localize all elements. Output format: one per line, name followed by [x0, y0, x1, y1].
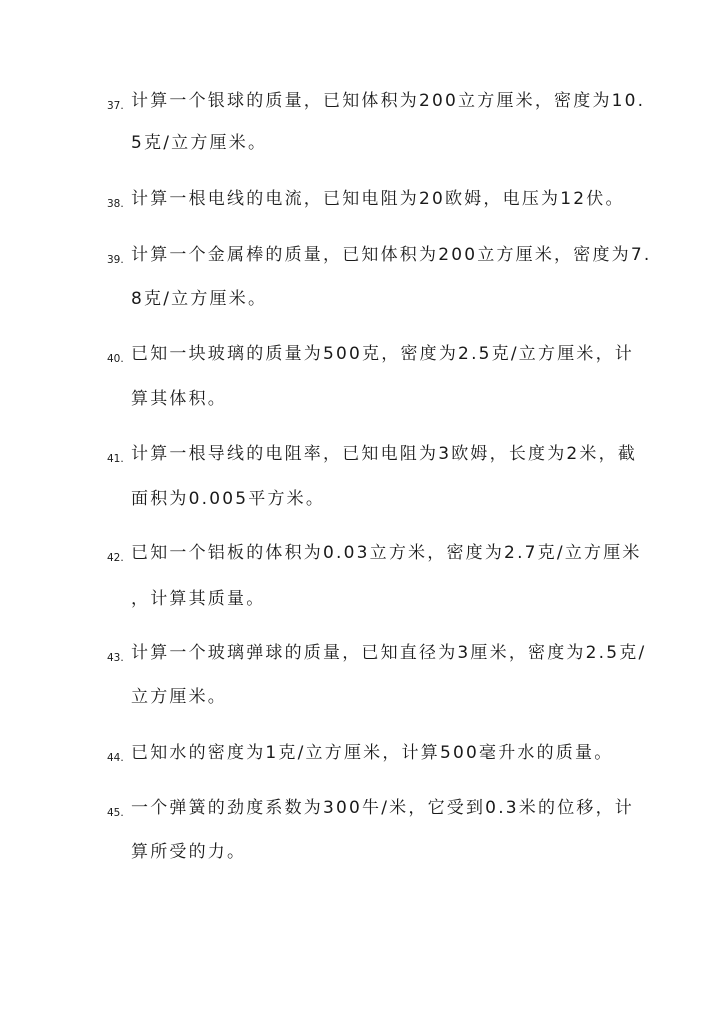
- problem-number: 37.: [107, 100, 124, 112]
- problem-number: 38.: [107, 198, 124, 210]
- problem-text: 已知水的密度为1克/立方厘米，计算500毫升水的质量。: [131, 743, 614, 763]
- problem-text: 算其体积。: [131, 389, 227, 409]
- problem-text: 已知一块玻璃的质量为500克，密度为2.5克/立方厘米，计: [131, 344, 635, 364]
- problem-text: 算所受的力。: [131, 842, 247, 862]
- problem-number: 41.: [107, 453, 124, 465]
- problem-number: 39.: [107, 254, 124, 266]
- problem-text: 计算一个金属棒的质量，已知体积为200立方厘米，密度为7.: [131, 245, 652, 265]
- problem-number: 43.: [107, 652, 124, 664]
- problem-text: 计算一个玻璃弹球的质量，已知直径为3厘米，密度为2.5克/: [131, 643, 647, 663]
- problem-text: 计算一根电线的电流，已知电阻为20欧姆，电压为12伏。: [131, 189, 625, 209]
- problem-text: 8克/立方厘米。: [131, 289, 268, 309]
- problem-text: 立方厘米。: [131, 687, 227, 707]
- problem-text: 5克/立方厘米。: [131, 133, 268, 153]
- problem-text: 已知一个铝板的体积为0.03立方米，密度为2.7克/立方厘米: [131, 543, 642, 563]
- problem-text: 计算一根导线的电阻率，已知电阻为3欧姆，长度为2米，截: [131, 444, 638, 464]
- problem-number: 44.: [107, 752, 124, 764]
- problem-text: 计算一个银球的质量，已知体积为200立方厘米，密度为10.: [131, 91, 646, 111]
- problem-text: ，计算其质量。: [131, 589, 266, 609]
- problem-number: 45.: [107, 807, 124, 819]
- problem-number: 40.: [107, 353, 124, 365]
- problem-number: 42.: [107, 552, 124, 564]
- problem-text: 面积为0.005平方米。: [131, 489, 326, 509]
- problem-text: 一个弹簧的劲度系数为300牛/米，它受到0.3米的位移，计: [131, 798, 635, 818]
